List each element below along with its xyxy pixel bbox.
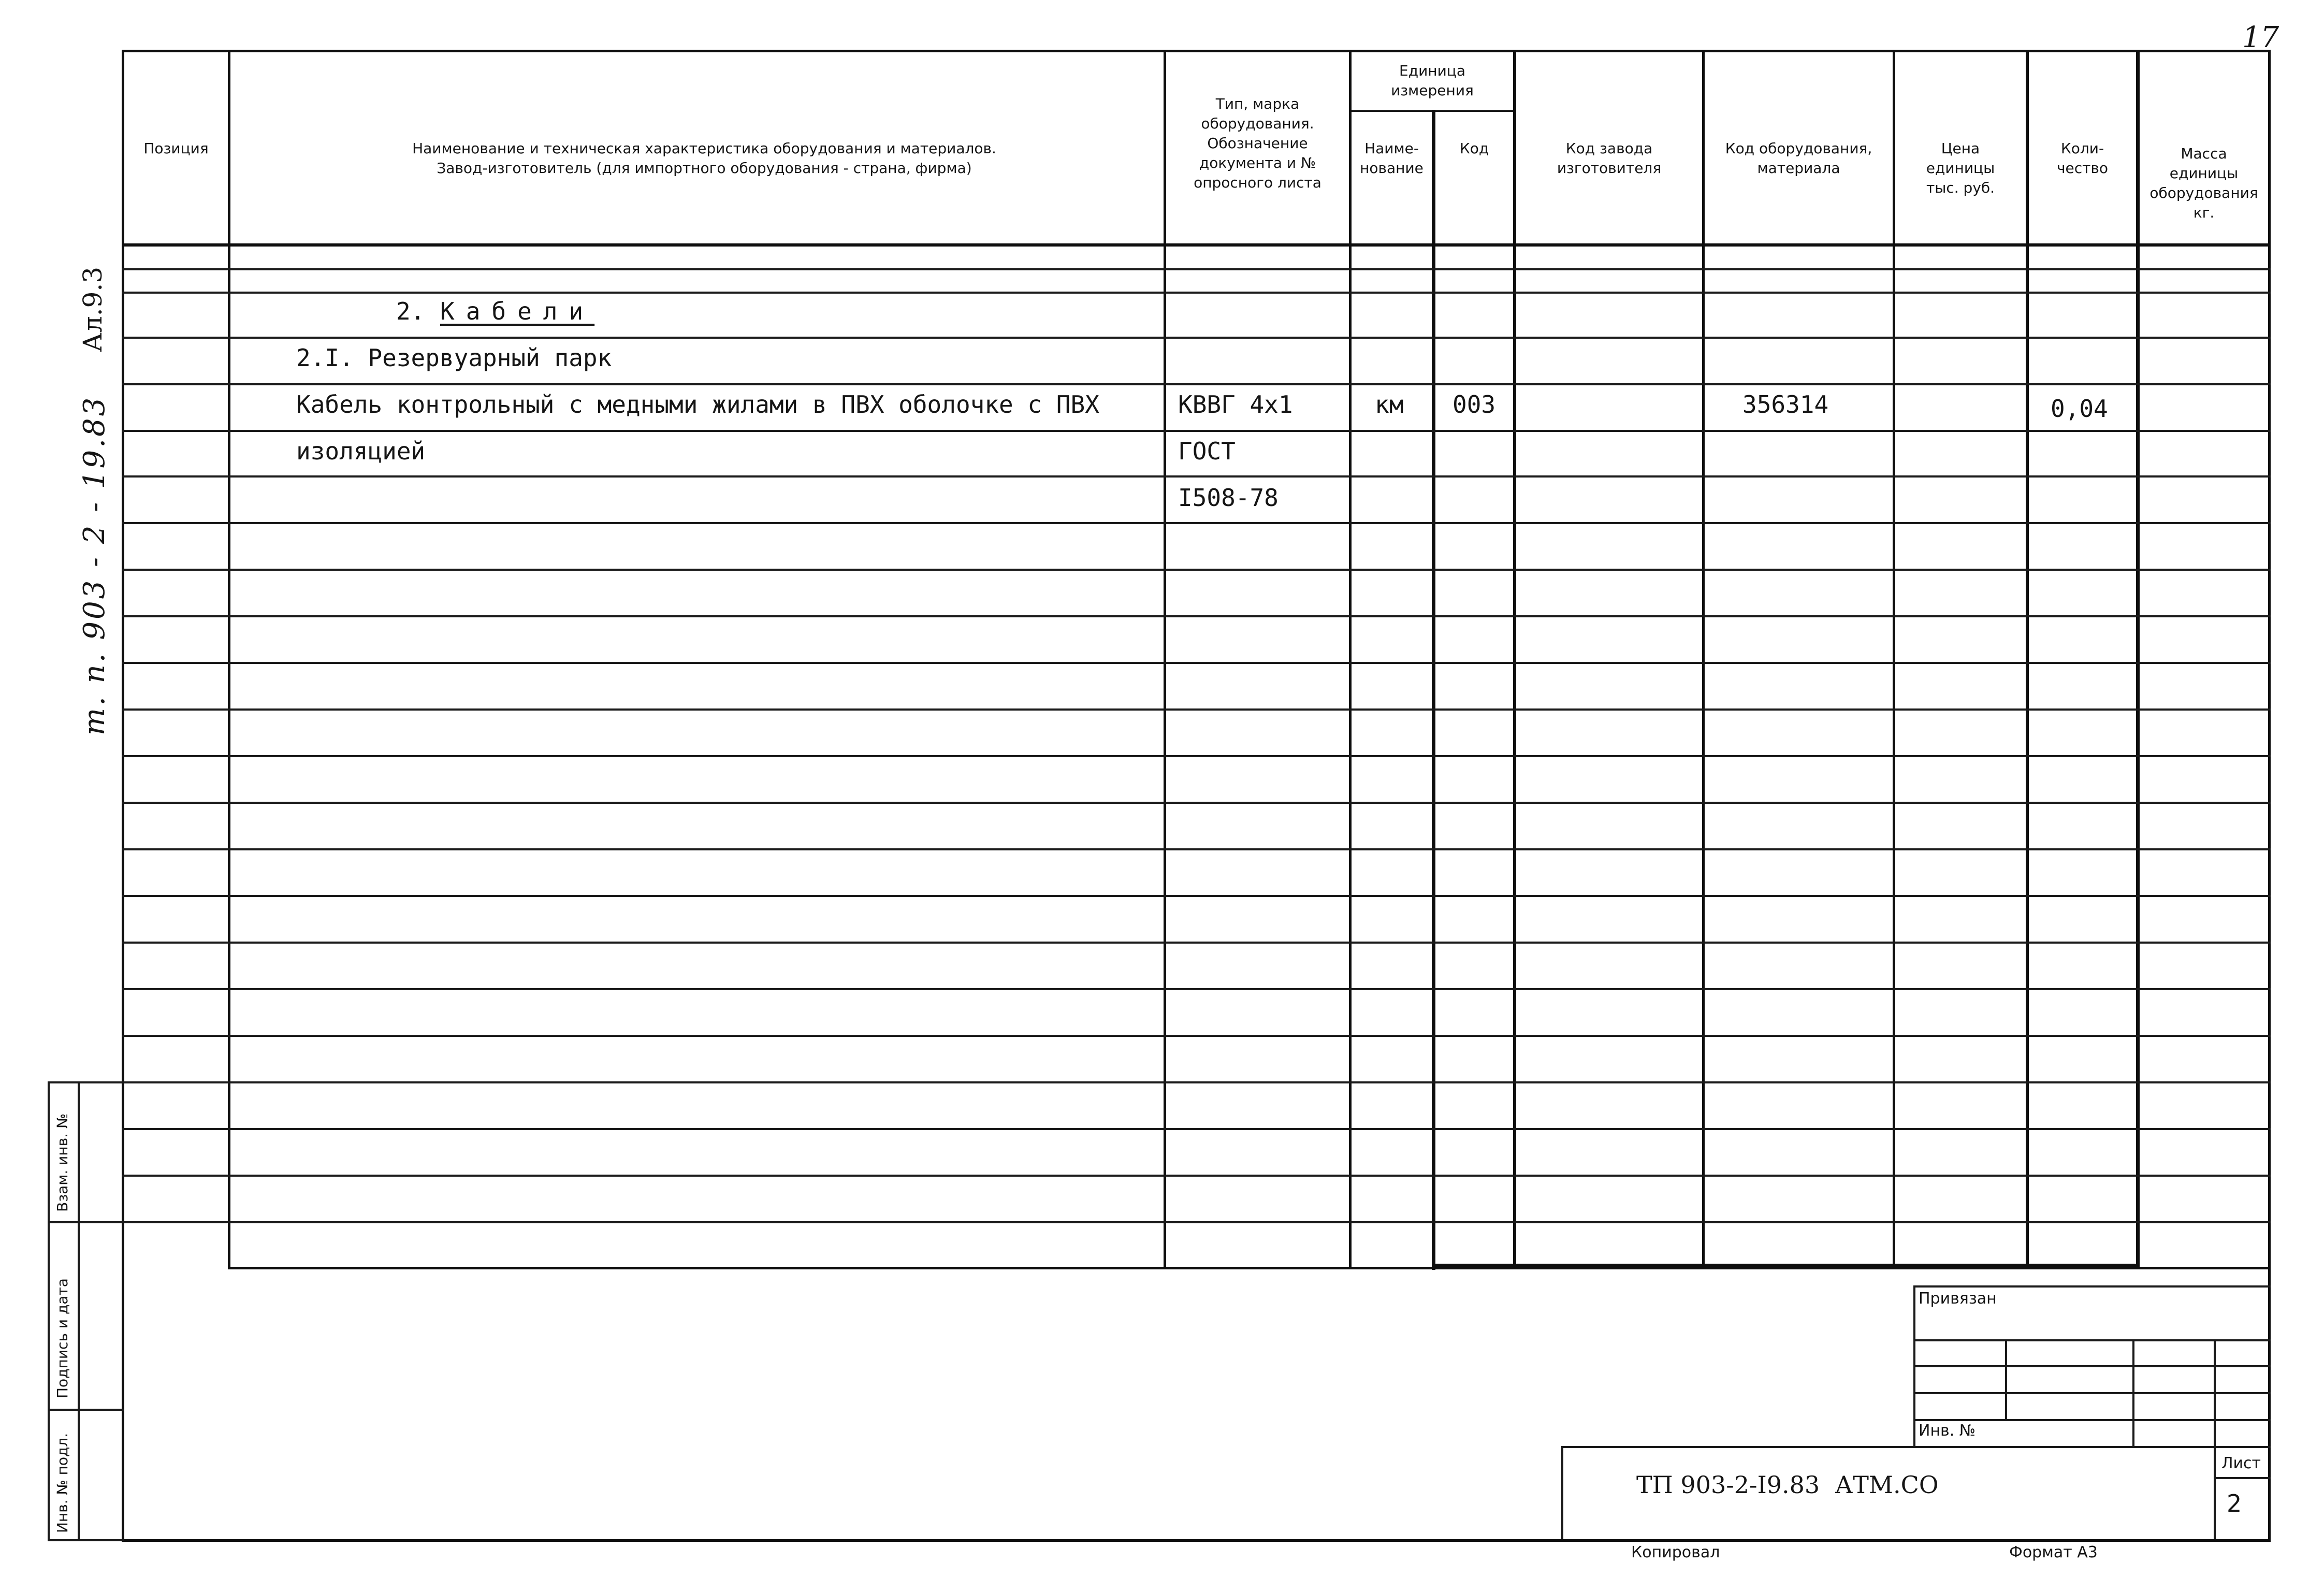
row-line	[228, 1221, 2271, 1223]
subsection-title: 2.I. Резервуарный парк	[296, 344, 612, 372]
col-line-quantity	[2136, 50, 2140, 1269]
row-line	[122, 337, 228, 339]
row-line	[122, 988, 228, 990]
row-line	[122, 802, 228, 804]
tb-line	[2214, 1339, 2216, 1539]
row-line	[122, 895, 228, 897]
row-line	[122, 662, 228, 664]
project-ref-stamp: т. п. 903 - 2 - 19.83	[78, 395, 111, 735]
row-line	[228, 662, 2271, 664]
header-position: Позиция	[143, 140, 209, 157]
row-line	[122, 430, 228, 432]
col-line-type	[1349, 50, 1352, 1269]
header-unit-group: Единица измерения	[1391, 62, 1474, 99]
row-line	[228, 708, 2271, 711]
item-quantity: 0,04	[2051, 395, 2108, 423]
header-bottom-line	[122, 243, 2271, 247]
side-strip-mid-line	[78, 1081, 80, 1541]
section-title: Кабели	[440, 297, 595, 325]
frame-right-line	[2268, 50, 2271, 1541]
row-line	[228, 522, 2271, 524]
row-line	[122, 522, 228, 524]
row-line	[228, 569, 2271, 571]
row-line	[228, 1128, 2271, 1130]
col-line-position	[228, 50, 230, 1269]
row-line	[228, 1081, 2271, 1083]
col-line-unit-name	[1432, 110, 1435, 1270]
row-line	[122, 475, 228, 478]
item-name-line2: изоляцией	[296, 437, 426, 465]
corner-page-number: 17	[2242, 21, 2279, 54]
row-line	[228, 475, 2271, 478]
row-line	[122, 1081, 228, 1083]
row-line	[228, 337, 2271, 339]
header-name: Наименование и техническая характеристика оборудования и материалов. Завод-изготовитель (для импортного оборудования - страна, фирма)	[412, 140, 996, 177]
item-type-line1: КВВГ 4х1	[1178, 390, 1293, 418]
row-line	[122, 1175, 228, 1177]
row-line	[122, 848, 228, 850]
tb-line	[1913, 1392, 2271, 1394]
row-line	[122, 755, 228, 757]
side-strip-line	[48, 1539, 124, 1541]
row-line	[228, 755, 2271, 757]
item-unit-name: км	[1375, 390, 1404, 418]
tb-inv-no: Инв. №	[1919, 1422, 1976, 1440]
side-strip-line	[48, 1409, 124, 1411]
header-unit-code: Код	[1459, 140, 1489, 157]
row-line	[122, 942, 228, 944]
row-line	[228, 802, 2271, 804]
col-line-factory	[1702, 50, 1705, 1269]
row-line	[122, 292, 228, 294]
tb-line	[1913, 1419, 2271, 1421]
item-name-line1: Кабель контрольный с медными жилами в ПВХ оболочке с ПВХ	[296, 390, 1099, 418]
col-line-equipment	[1893, 50, 1895, 1269]
header-type: Тип, марка оборудования. Обозначение документа и № опросного листа	[1194, 95, 1321, 191]
row-line	[122, 1128, 228, 1130]
header-unit-name: Наиме- нование	[1360, 140, 1424, 177]
row-line	[228, 988, 2271, 990]
header-factory-code: Код завода изготовителя	[1557, 140, 1662, 177]
row-line	[228, 615, 2271, 617]
side-strip-left-line	[48, 1081, 50, 1541]
row-line	[228, 848, 2271, 850]
row-line	[122, 268, 228, 270]
tb-line	[1561, 1446, 2271, 1448]
row-line	[228, 383, 2271, 385]
footer-format: Формат А3	[2009, 1543, 2098, 1561]
header-equipment-code: Код оборудования, материала	[1725, 140, 1872, 177]
side-inv-podl: Инв. № подл.	[54, 1433, 71, 1533]
tb-line	[1913, 1365, 2271, 1367]
item-type-line3: I508-78	[1178, 484, 1279, 512]
col-line-name	[1164, 50, 1166, 1269]
tb-line	[2214, 1477, 2271, 1479]
side-strip-line	[48, 1221, 124, 1223]
col-line-unit-code	[1513, 50, 1516, 1269]
tb-line	[1561, 1446, 1563, 1539]
row-line	[228, 268, 2271, 270]
item-type-line2: ГОСТ	[1178, 437, 1236, 465]
tb-sheet-label: Лист	[2221, 1454, 2261, 1472]
frame-left-line	[122, 50, 124, 1541]
tb-designation: ТП 903-2-I9.83 АТМ.СО	[1636, 1471, 1939, 1499]
sheet-ref-stamp: Ал.9.3	[78, 266, 108, 352]
row-line	[228, 1035, 2271, 1037]
tb-line	[2132, 1339, 2134, 1446]
tb-privyazan: Привязан	[1919, 1290, 1997, 1308]
row-line	[228, 942, 2271, 944]
item-equipment-code: 356314	[1742, 390, 1829, 418]
header-mass: Масса единицы оборудования кг.	[2149, 145, 2258, 221]
row-line	[228, 430, 2271, 432]
tb-line	[1913, 1285, 2271, 1288]
col-line-price	[2026, 50, 2029, 1269]
row-line	[122, 708, 228, 711]
tb-line	[1913, 1339, 2271, 1341]
header-price: Цена единицы тыс. руб.	[1926, 140, 1995, 196]
row-line	[228, 292, 2271, 294]
tb-line	[2005, 1339, 2007, 1419]
row-line	[122, 1221, 228, 1223]
row-line	[228, 895, 2271, 897]
row-line	[122, 615, 228, 617]
frame-bottom-line	[122, 1539, 2271, 1542]
item-unit-code: 003	[1452, 390, 1496, 418]
tb-sheet-number: 2	[2227, 1489, 2242, 1517]
header-quantity: Коли- чество	[2056, 140, 2109, 177]
row-line	[122, 569, 228, 571]
footer-copied: Копировал	[1631, 1543, 1720, 1561]
side-podpis-data: Подпись и дата	[54, 1278, 71, 1398]
frame-top-line	[122, 50, 2271, 52]
row-line	[122, 1035, 228, 1037]
row-line	[122, 383, 228, 385]
table-bottom-line	[228, 1267, 2271, 1269]
row-line	[228, 1175, 2271, 1177]
section-number: 2.	[396, 297, 425, 325]
side-vzam-inv: Взам. инв. №	[54, 1113, 71, 1212]
side-strip-line	[48, 1081, 124, 1083]
